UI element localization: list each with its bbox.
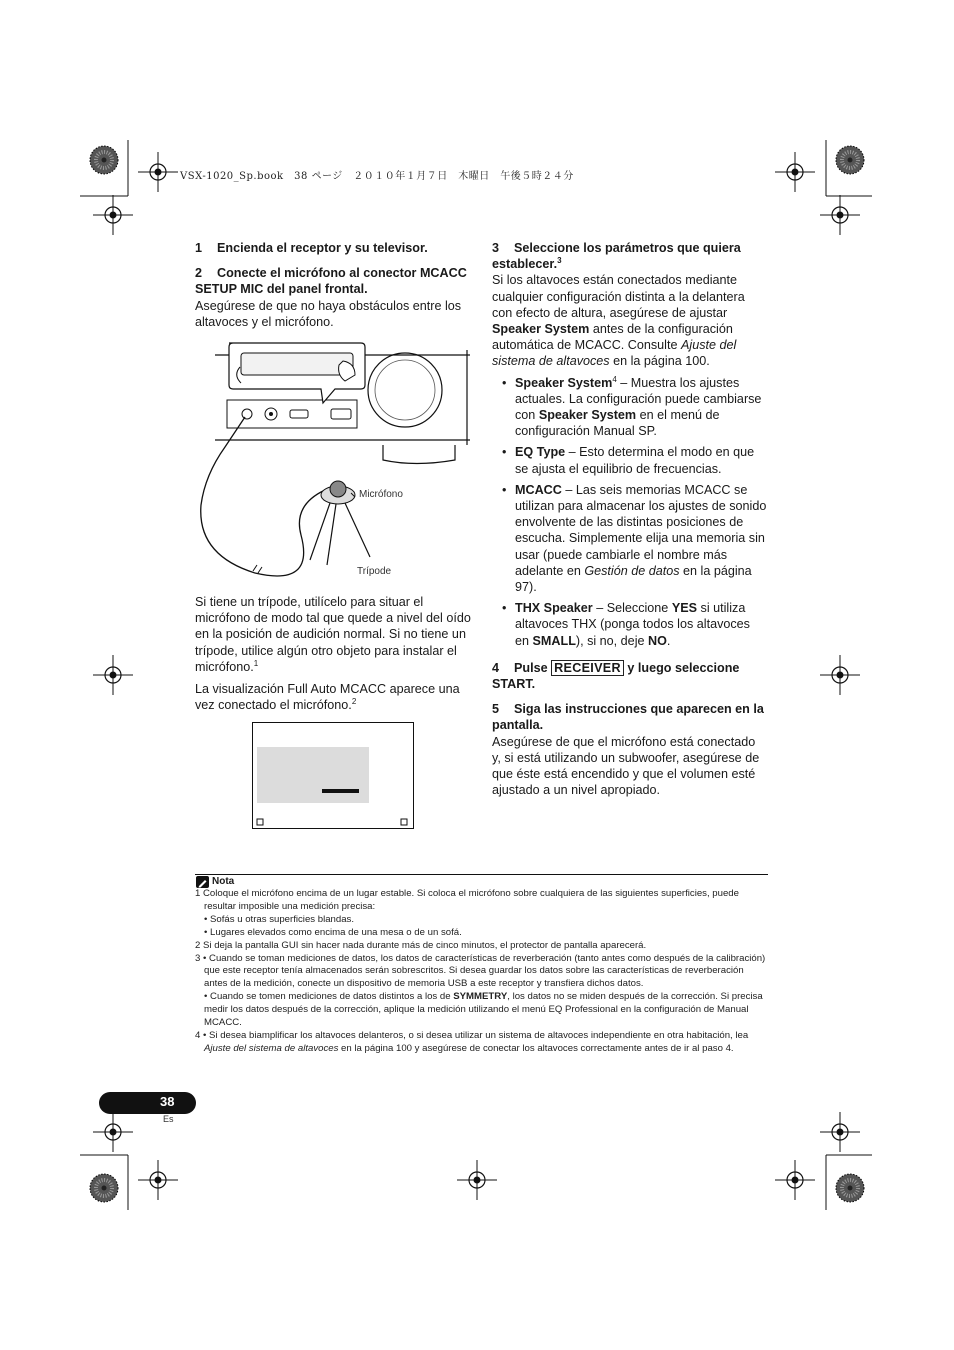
bullet-thx-speaker: • THX Speaker – Seleccione YES si utiliza altavoces THX (ponga todos los altavoces en SMALL), si no, deje NO. <box>492 600 767 649</box>
note-1b: • Lugares elevados como encima de una mesa o de un sofá. <box>204 926 462 938</box>
tripod-label: Trípode <box>357 566 392 577</box>
note-4: 4 • Si desea biamplificar los altavoces delanteros, o si desea utilizar un sistema de altavoces independiente en otra habitación, lea Ajuste del sistema de altavoces en la página 100 y asegúrese de conectar los altavoces correctamente antes de ir al paso 4. <box>195 1029 749 1054</box>
left-column <box>195 240 472 330</box>
note-3a: 3 • Cuando se toman mediciones de datos, los datos de características de reverberación (tanto antes como después de la calibración) que este receptor tenía almacenados serán sobrescritos. Si desea guardar los datos sobre las características de reverberación antes de la medición, conecte un dispositivo de memoria USB a este receptor y transfiera dichos datos. <box>195 952 766 990</box>
notes-body <box>195 888 768 1056</box>
step-5-body: Asegúrese de que el micrófono está conectado y, si está utilizando un subwoofer, asegúrese de que éste está encendido y que el volumen esté ajustado a un nivel apropiado. <box>492 734 760 798</box>
tripod-paragraph: Si tiene un trípode, utilícelo para situar el micrófono de modo tal que quede a nivel del oído en la posición de audición normal. Si no tiene un trípode, utilice algún otro objeto para instalar el micrófono.$^1$ <box>195 595 471 674</box>
note-1: 1 Coloque el micrófono encima de un lugar estable. Si coloca el micrófono sobre cualquiera de las siguientes superficies, puede resultar imposible una medición precisa: <box>195 888 739 912</box>
bullet-mcacc: • MCACC – Las seis memorias MCACC se utilizan para almacenar los ajustes de sonido envolvente de las distintas posiciones de escucha. Simplemente elija una memoria sin usar (puede cambiarle el nombre más adelante en Gestión de datos en la página 97). <box>492 482 767 595</box>
receiver-button-key: RECEIVER <box>551 660 624 676</box>
step-1: 1 Encienda el receptor y su televisor. <box>195 241 428 255</box>
step-2: 2 Conecte el micrófono al conector MCACC SETUP MIC del panel frontal. <box>195 266 467 297</box>
step-3: 3 Seleccione los parámetros que quiera establecer.$^3$ <box>492 241 741 272</box>
step-2-body: Asegúrese de que no haya obstáculos entre los altavoces y el micrófono. <box>195 298 462 329</box>
step-4: 4 Pulse RECEIVER y luego seleccione START. <box>492 660 740 692</box>
print-header: VSX-1020_Sp.book 38 ページ ２０１０年１月７日 木曜日 午後５時２４分 <box>180 171 574 182</box>
bullet-eq-type: • EQ Type – Esto determina el modo en que se ajusta el equilibrio de frecuencias. <box>492 444 767 476</box>
bullet-speaker-system: • Speaker System$^4$ – Muestra los ajustes actuales. La configuración puede cambiarse con Speaker System en el menú de configuración Manual SP. <box>492 375 767 440</box>
language-code: Es <box>163 1114 174 1124</box>
mic-setup-illustration <box>195 335 475 590</box>
note-2: 2 Si deja la pantalla GUI sin hacer nada durante más de cinco minutos, el protector de pantalla aparecerá. <box>195 939 647 951</box>
step-5: 5 Siga las instrucciones que aparecen en la pantalla. <box>492 702 764 733</box>
full-auto-mcacc-screen <box>252 722 415 830</box>
step-3-body: Si los altavoces están conectados mediante cualquier configuración distinta a la delantera con efecto de altura, asegúrese de ajustar Speaker System antes de la configuración automática de MCACC. Consulte Ajuste del sistema de altavoces en la página 100. <box>492 273 745 369</box>
note-1a: • Sofás u otras superficies blandas. <box>204 913 355 925</box>
right-column <box>492 240 767 799</box>
note-icon <box>196 876 209 888</box>
note-3b: • Cuando se tomen mediciones de datos distintos a los de SYMMETRY, los datos no se miden después de la corrección. Si precisa medir los datos después de la corrección, aplique la medición utilizando el menú EQ Professional en la configuración de Manual MCACC. <box>204 991 763 1029</box>
microphone-label: Micrófono <box>359 489 403 500</box>
left-column-lower <box>195 594 472 713</box>
page-number-badge <box>99 1092 196 1114</box>
notes-title: Nota <box>212 876 235 887</box>
full-auto-paragraph: La visualización Full Auto MCACC aparece una vez conectado el micrófono.$^2$ <box>195 682 460 713</box>
page-number: 38 <box>160 1094 175 1109</box>
notes-divider <box>195 874 768 875</box>
